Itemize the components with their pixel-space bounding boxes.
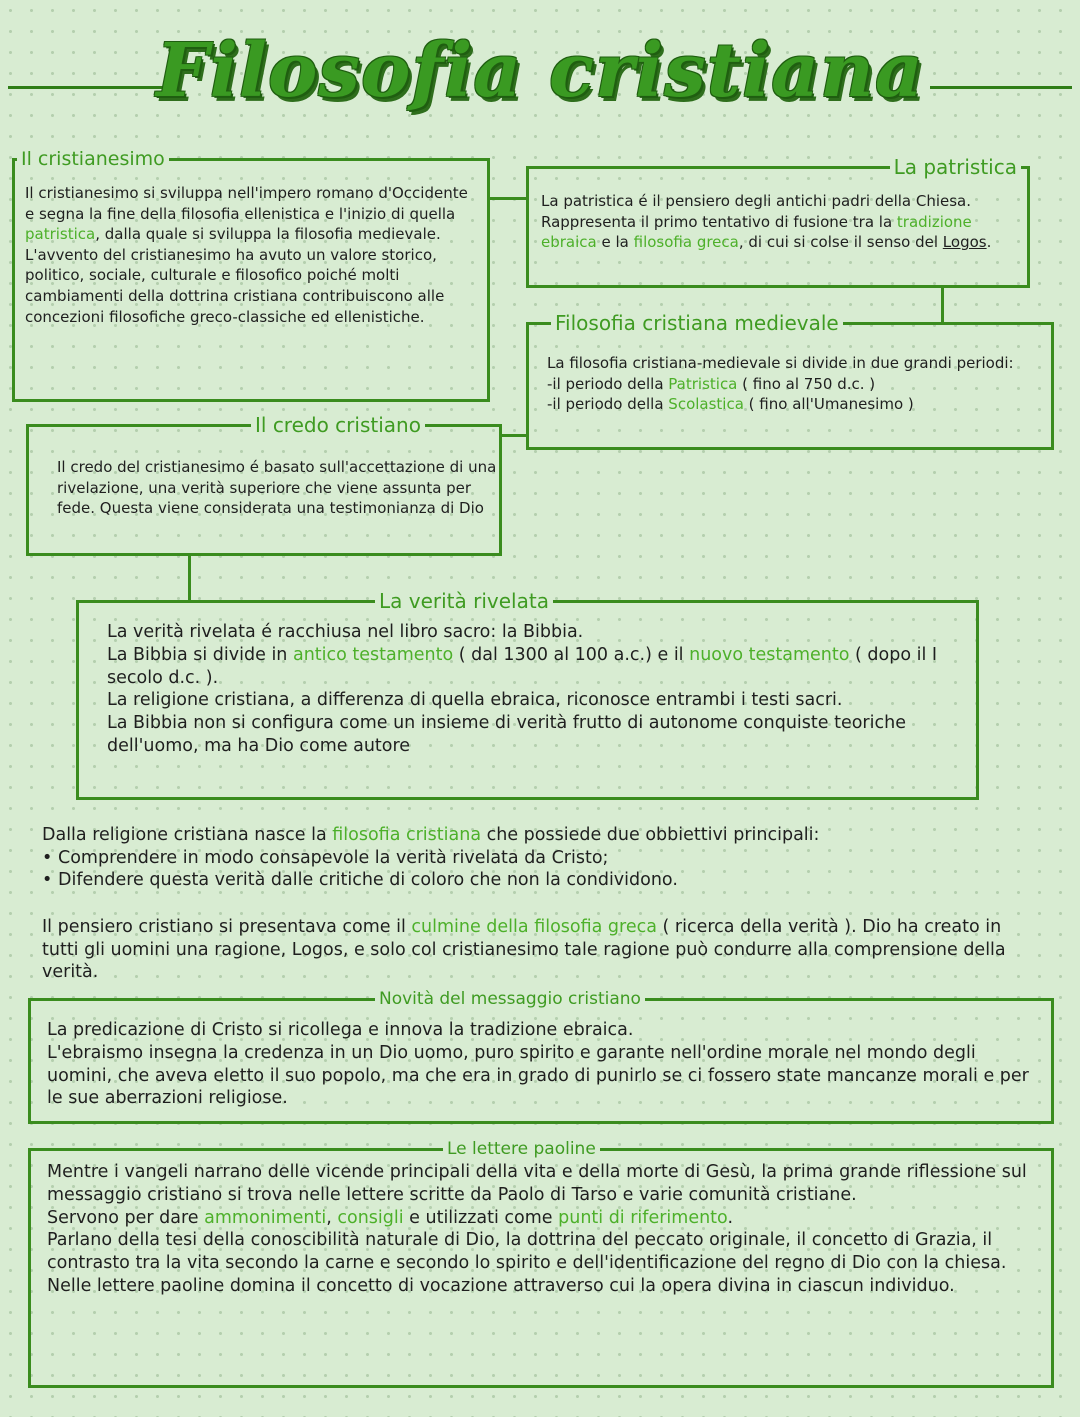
free-text-pensiero: [42, 916, 1042, 984]
heading-cristianesimo: Il cristianesimo: [17, 146, 169, 172]
verita-line-4: La Bibbia non si configura come un insieme di verità frutto di autonome conquiste teoriche dell'uomo, ma ha Dio come autore: [107, 713, 906, 756]
verita-line-1: La verità rivelata é racchiusa nel libro sacro: la Bibbia.: [107, 622, 584, 642]
heading-lettere-paoline: Le lettere paoline: [443, 1138, 600, 1160]
medievale-period-1: -il periodo della Patristica ( fino al 750 d.c. ): [547, 374, 876, 393]
connector-credo-medievale: [500, 434, 528, 437]
cristianesimo-paragraph-2: L'avvento del cristianesimo ha avuto un valore storico, politico, sociale, culturale e filosofico poiché molti cambiamenti della dottrina cristiana contribuiscono alle concezioni filosofiche greco-classiche ed ellenistiche.: [25, 245, 445, 326]
obiettivo-1: • Comprendere in modo consapevole la verità rivelata da Cristo;: [42, 847, 1042, 870]
patristica-paragraph: La patristica é il pensiero degli antichi padri della Chiesa. Rappresenta il primo tentativo di fusione tra la tradizione ebraica e la filosofia greca, di cui si colse il senso del Logos.: [541, 192, 992, 252]
heading-filosofia-medievale: Filosofia cristiana medievale: [551, 310, 843, 336]
heading-verita-rivelata: La verità rivelata: [375, 588, 553, 614]
connector-cristianesimo-patristica: [488, 197, 528, 200]
obiettivo-2: • Difendere questa verità dalle critiche di coloro che non la condividono.: [42, 869, 1042, 892]
box-verita-rivelata: [76, 589, 979, 800]
box-filosofia-medievale: [526, 311, 1054, 450]
verita-line-2: La Bibbia si divide in antico testamento ( dal 1300 al 100 a.c.) e il nuovo testamento ( dopo il I secolo d.c. ).: [107, 644, 938, 688]
box-lettere-paoline: [28, 1139, 1054, 1388]
verita-line-3: La religione cristiana, a differenza di quella ebraica, riconosce entrambi i testi sacri.: [107, 690, 843, 711]
medievale-intro: La filosofia cristiana-medievale si divide in due grandi periodi:: [547, 354, 1014, 372]
paoline-line-4: Nelle lettere paoline domina il concetto di vocazione attraverso cui la opera divina in ciascun individuo.: [47, 1275, 955, 1296]
page-title: Filosofia cristiana: [156, 28, 924, 114]
obiettivi-intro: Dalla religione cristiana nasce la filosofia cristiana che possiede due obbiettivi principali:: [42, 825, 820, 845]
credo-paragraph: Il credo del cristianesimo é basato sull'accettazione di una rivelazione, una verità superiore che viene assunta per fede. Questa viene considerata una testimonianza di Dio: [57, 458, 497, 518]
box-credo-cristiano: [26, 413, 502, 556]
medievale-period-2: -il periodo della Scolastica ( fino all'Umanesimo ): [547, 395, 914, 414]
novita-line-2: L'ebraismo insegna la credenza in un Dio uomo, puro spirito e garante nell'ordine morale nel mondo degli uomini, che aveva eletto il suo popolo, ma che era in grado di punirlo se ci fossero state mancanze morali e per le sue aberrazioni religiose.: [47, 1042, 1029, 1109]
connector-credo-verita: [188, 556, 191, 600]
box-cristianesimo: [12, 148, 490, 402]
box-patristica: [526, 155, 1030, 288]
pensiero-paragraph: Il pensiero cristiano si presentava come il culmine della filosofia greca ( ricerca della verità ). Dio ha creato in tutti gli uomini una ragione, Logos, e solo col cristianesimo tale ragione può condurre alla comprensione della verità.: [42, 917, 1006, 982]
cristianesimo-paragraph: Il cristianesimo si sviluppa nell'impero romano d'Occidente e segna la fine della filosofia ellenistica e l'inizio di quella patristica, dalla quale si sviluppa la filosofia medievale.: [25, 184, 468, 244]
box-novita-messaggio: [28, 989, 1054, 1124]
heading-novita-messaggio: Novità del messaggio cristiano: [375, 988, 645, 1010]
paoline-line-3: Parlano della tesi della conoscibilità naturale di Dio, la dottrina del peccato originale, il concetto di Grazia, il contrasto tra la vita secondo la carne e secondo lo spirito e dell'identificazione del regno di Dio con la chiesa.: [47, 1230, 1007, 1274]
heading-patristica: La patristica: [890, 154, 1021, 180]
connector-patristica-medievale: [941, 286, 944, 324]
heading-credo-cristiano: Il credo cristiano: [251, 412, 425, 438]
paoline-line-2: Servono per dare ammonimenti, consigli e utilizzati come punti di riferimento.: [47, 1207, 734, 1228]
paoline-line-1: Mentre i vangeli narrano delle vicende principali della vita e della morte di Gesù, la prima grande riflessione sul messaggio cristiano si trova nelle lettere scritte da Paolo di Tarso e varie comunità cristiane.: [47, 1162, 1027, 1205]
free-text-obiettivi: [42, 824, 1042, 892]
novita-line-1: La predicazione di Cristo si ricollega e innova la tradizione ebraica.: [47, 1020, 634, 1040]
